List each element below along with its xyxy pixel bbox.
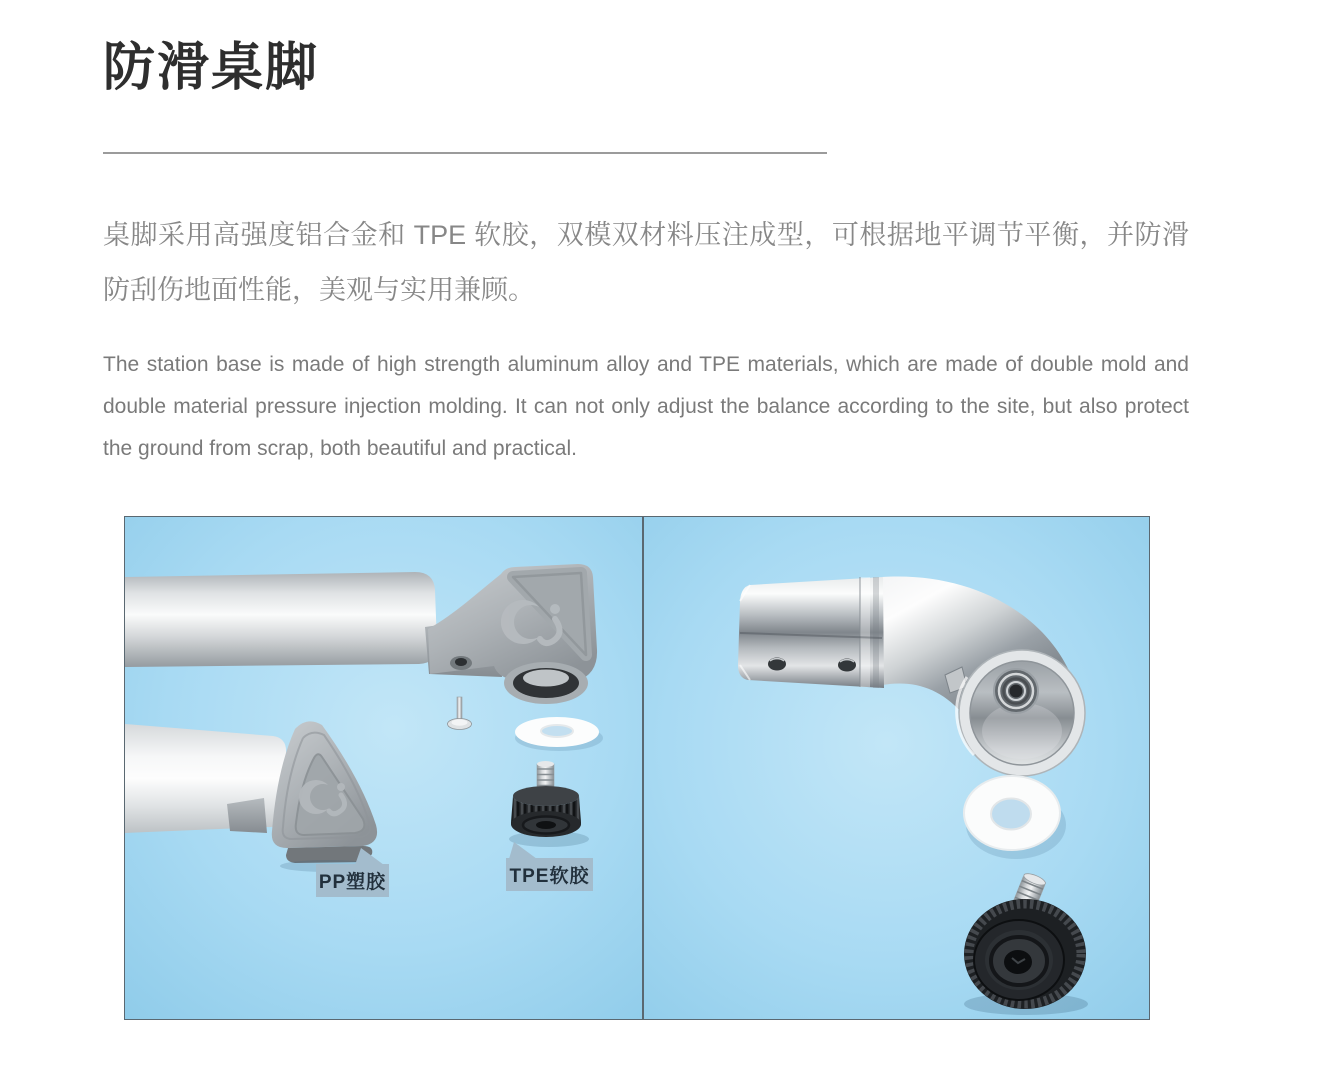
- description-paragraph-cn: 桌脚采用高强度铝合金和 TPE 软胶，双模双材料压注成型，可根据地平调节平衡，并防滑防刮伤地面性能，美观与实用兼顾。: [103, 220, 1189, 305]
- page-title: 防滑桌脚: [103, 39, 320, 97]
- label-tpe-rubber: TPE软胶: [506, 858, 593, 891]
- product-figures: [124, 516, 1154, 1020]
- figure-left-panel: [124, 516, 643, 1020]
- figure-right-illustration: [644, 517, 1149, 1019]
- figure-right-panel: [643, 516, 1150, 1020]
- figure-left-illustration: [125, 517, 642, 1019]
- description-paragraph-en: The station base is made of high strength aluminum alloy and TPE materials, which are made of double mold and double material pressure injection molding. It can not only adjust the balance according to the site, but also protect the ground from scrap, both beautiful and practical.: [103, 353, 1189, 460]
- label-pp-plastic: PP塑胶: [316, 864, 389, 897]
- title-divider: [103, 152, 827, 154]
